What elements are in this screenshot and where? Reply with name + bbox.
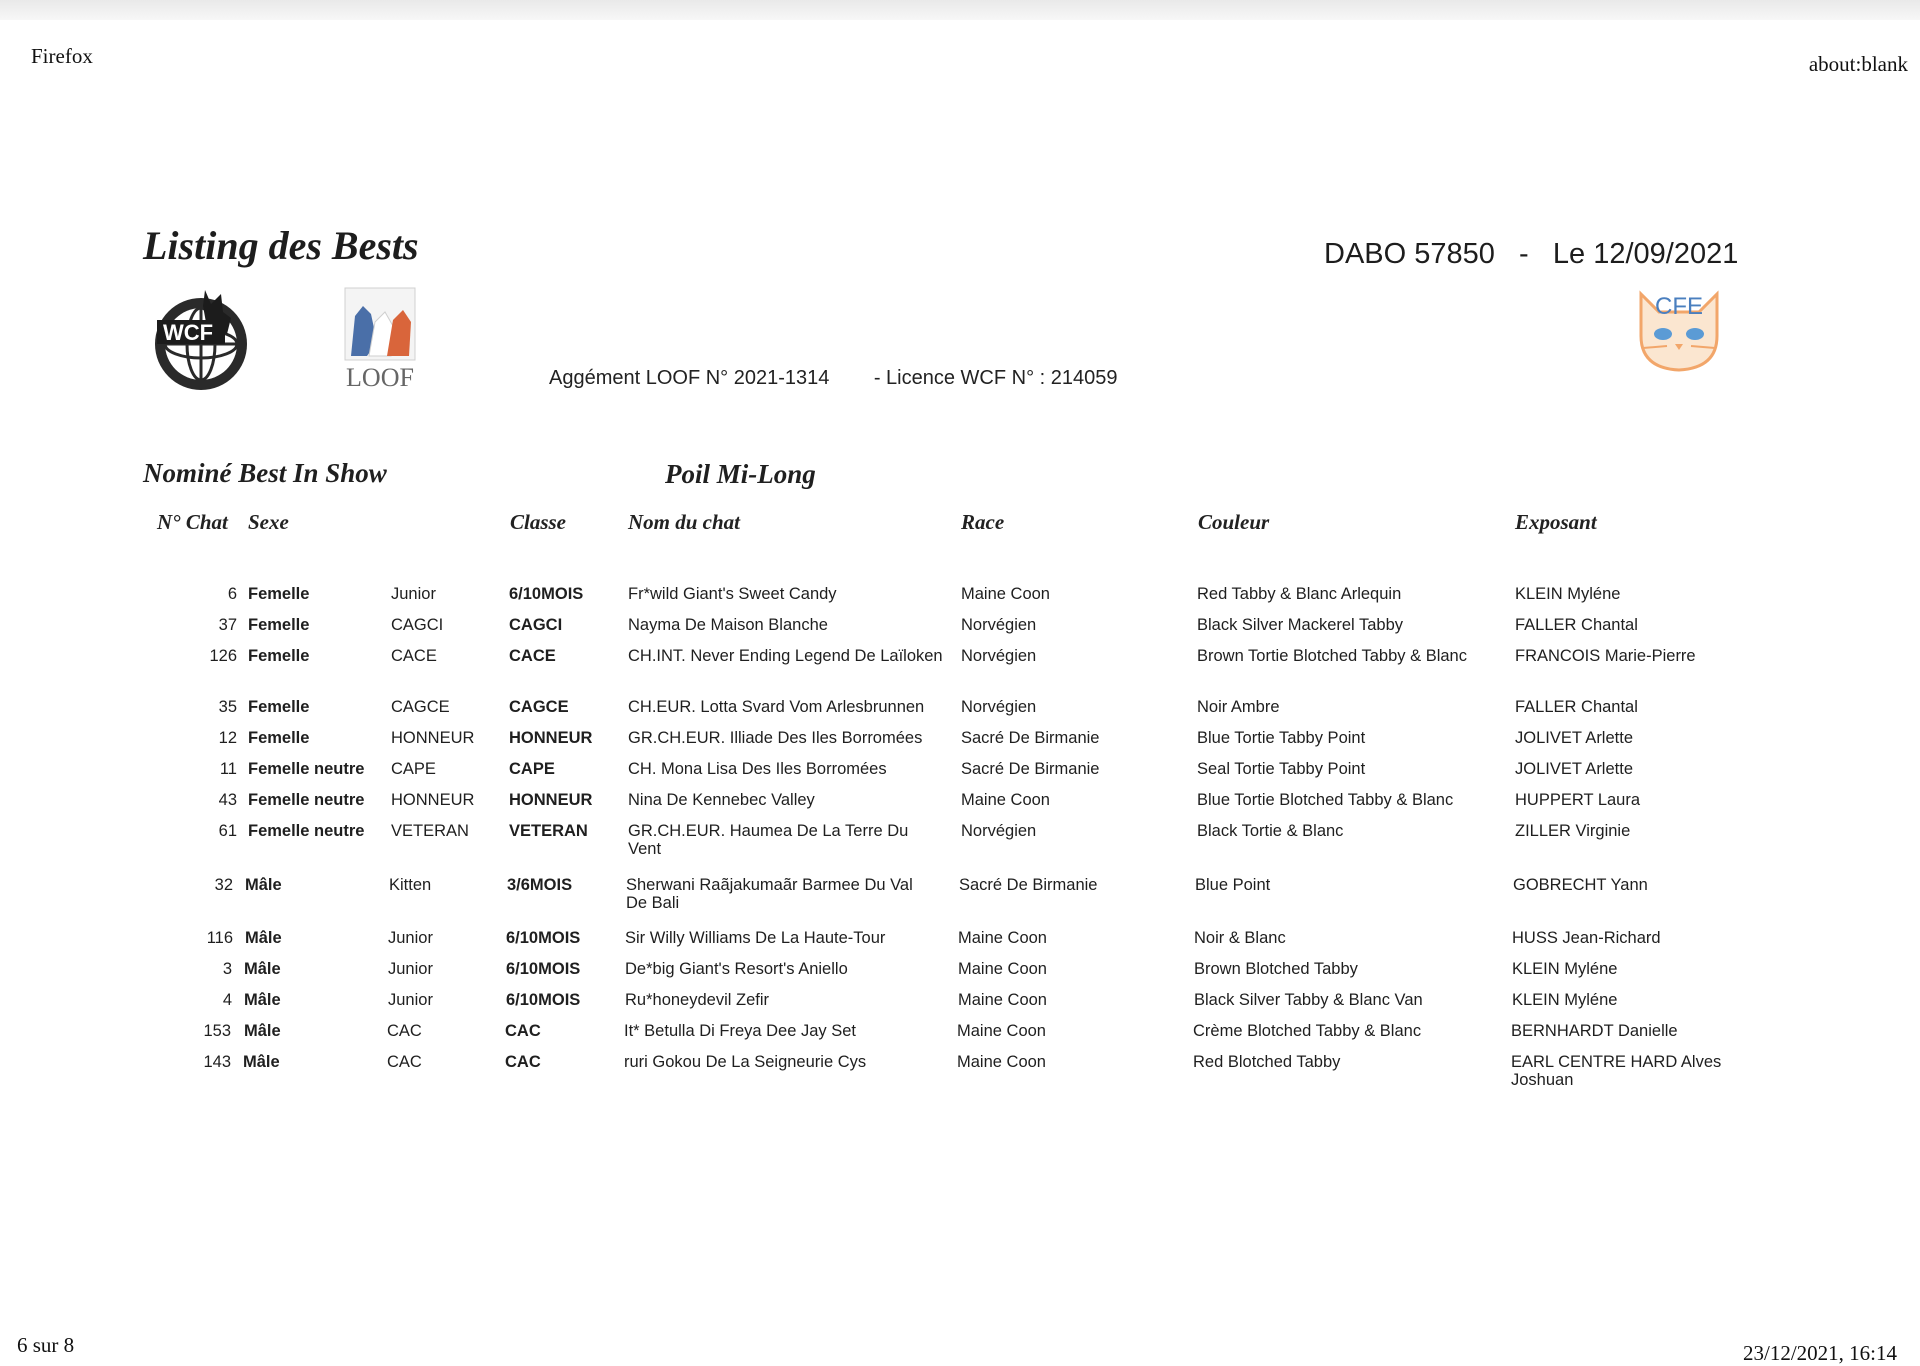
print-header-url: about:blank	[1808, 52, 1908, 76]
table-row	[0, 698, 1920, 728]
section-nomine-best-in-show: Nominé Best In Show	[143, 458, 387, 488]
loof-logo-text: LOOF	[346, 363, 414, 392]
table-row	[0, 960, 1920, 990]
table-row	[0, 647, 1920, 677]
column-header-classe: Classe	[510, 510, 567, 534]
column-header-couleur: Couleur	[1198, 510, 1270, 534]
cell-num: 32	[214, 876, 233, 894]
cell-num: 4	[222, 991, 232, 1009]
cell-sexe: Femelle neutre	[248, 791, 365, 809]
print-header-app-name: Firefox	[31, 44, 93, 68]
cell-sexe: Mâle	[244, 960, 281, 978]
cell-sexe: Femelle	[248, 585, 310, 603]
cell-nom: GR.CH.EUR. Illiade Des Iles Borromées	[628, 729, 923, 747]
cell-num: 12	[218, 729, 237, 747]
cell-nom: CH.EUR. Lotta Svard Vom Arlesbrunnen	[628, 698, 925, 716]
cell-exposant: KLEIN Myléne	[1512, 960, 1618, 978]
cell-nom: CH.INT. Never Ending Legend De Laïloken	[628, 647, 943, 665]
document-title: Listing des Bests	[143, 223, 419, 268]
cell-classe-label: CAPE	[391, 760, 436, 778]
cell-exposant: HUSS Jean-Richard	[1512, 929, 1661, 947]
table-row	[0, 822, 1920, 862]
cell-sexe: Femelle neutre	[248, 822, 365, 840]
cell-sexe: Femelle	[248, 647, 310, 665]
cell-nom: ruri Gokou De La Seigneurie Cys	[624, 1053, 867, 1071]
cell-nom: It* Betulla Di Freya Dee Jay Set	[624, 1022, 857, 1040]
loof-logo	[341, 286, 419, 394]
cell-classe: CAPE	[509, 760, 555, 778]
cell-num: 153	[203, 1022, 231, 1040]
cell-classe: 6/10MOIS	[509, 585, 584, 603]
cell-couleur: Brown Tortie Blotched Tabby & Blanc	[1197, 647, 1467, 665]
cell-couleur: Brown Blotched Tabby	[1194, 960, 1358, 978]
cell-classe: HONNEUR	[509, 791, 593, 809]
cell-classe-label: CAC	[387, 1053, 422, 1071]
cell-classe-label: Junior	[388, 960, 433, 978]
cell-race: Sacré De Birmanie	[961, 729, 1100, 747]
table-row	[0, 585, 1920, 615]
cell-race: Maine Coon	[961, 585, 1050, 603]
cell-sexe: Mâle	[245, 876, 282, 894]
wcf-logo	[145, 284, 257, 396]
cell-classe: CAC	[505, 1053, 541, 1071]
cell-num: 3	[222, 960, 232, 978]
cell-classe-label: Junior	[391, 585, 436, 603]
cell-couleur: Noir & Blanc	[1194, 929, 1286, 947]
cell-exposant: FALLER Chantal	[1515, 698, 1638, 716]
cell-race: Maine Coon	[958, 960, 1047, 978]
cell-classe-label: HONNEUR	[391, 729, 475, 747]
cell-num: 116	[206, 929, 233, 947]
cell-num: 35	[218, 698, 237, 716]
cell-exposant: JOLIVET Arlette	[1515, 760, 1633, 778]
cell-couleur: Red Blotched Tabby	[1193, 1053, 1341, 1071]
cell-nom: Sherwani Raãjakumaãr Barmee Du Val De Bali	[626, 876, 913, 912]
cell-couleur: Blue Tortie Tabby Point	[1197, 729, 1366, 747]
cell-classe-label: VETERAN	[391, 822, 469, 840]
section-poil-mi-long: Poil Mi-Long	[665, 459, 816, 489]
cell-nom: De*big Giant's Resort's Aniello	[625, 960, 848, 978]
column-header-num-chat: N° Chat	[157, 510, 228, 534]
cell-exposant: HUPPERT Laura	[1515, 791, 1641, 809]
cell-sexe: Femelle	[248, 616, 310, 634]
cell-nom: Sir Willy Williams De La Haute-Tour	[625, 929, 886, 947]
cell-exposant: FRANCOIS Marie-Pierre	[1515, 647, 1696, 665]
cell-race: Maine Coon	[961, 791, 1050, 809]
cell-classe: CAGCE	[509, 698, 569, 716]
table-row	[0, 876, 1920, 916]
cell-exposant: ZILLER Virginie	[1515, 822, 1631, 840]
cell-race: Maine Coon	[958, 991, 1047, 1009]
wcf-logo-text: WCF	[163, 320, 214, 345]
cell-sexe: Mâle	[245, 929, 282, 947]
cell-classe-label: Junior	[388, 991, 433, 1009]
cell-sexe: Femelle	[248, 729, 310, 747]
cell-classe: CAGCI	[509, 616, 563, 634]
cell-exposant: GOBRECHT Yann	[1513, 876, 1648, 894]
cell-exposant: BERNHARDT Danielle	[1511, 1022, 1678, 1040]
cell-nom: Fr*wild Giant's Sweet Candy	[628, 585, 837, 603]
cell-nom: Nina De Kennebec Valley	[628, 791, 815, 809]
cell-sexe: Mâle	[244, 991, 281, 1009]
table-row	[0, 616, 1920, 646]
column-header-sexe: Sexe	[248, 510, 289, 534]
cell-classe: 6/10MOIS	[506, 929, 581, 947]
cell-classe: 6/10MOIS	[506, 991, 581, 1009]
cell-exposant: FALLER Chantal	[1515, 616, 1638, 634]
cell-classe-label: CACE	[391, 647, 437, 665]
table-row	[0, 1022, 1920, 1052]
cell-num: 43	[218, 791, 237, 809]
cell-num: 6	[227, 585, 237, 603]
cell-race: Maine Coon	[957, 1022, 1046, 1040]
cell-classe-label: CAC	[387, 1022, 422, 1040]
table-row	[0, 1053, 1920, 1093]
cell-sexe: Femelle	[248, 698, 310, 716]
cell-classe: VETERAN	[509, 822, 588, 840]
cell-classe: CAC	[505, 1022, 541, 1040]
cell-num: 143	[203, 1053, 231, 1071]
cell-couleur: Black Silver Tabby & Blanc Van	[1194, 991, 1423, 1009]
cell-classe: 3/6MOIS	[507, 876, 573, 894]
cell-race: Sacré De Birmanie	[961, 760, 1100, 778]
cell-classe-label: CAGCE	[391, 698, 450, 716]
column-header-exposant: Exposant	[1515, 510, 1597, 534]
cell-classe: HONNEUR	[509, 729, 593, 747]
cell-race: Norvégien	[961, 698, 1037, 716]
cell-race: Norvégien	[961, 616, 1037, 634]
cell-race: Maine Coon	[957, 1053, 1046, 1071]
cell-race: Maine Coon	[958, 929, 1047, 947]
cell-couleur: Noir Ambre	[1197, 698, 1280, 716]
cell-race: Norvégien	[961, 647, 1037, 665]
cell-couleur: Blue Tortie Blotched Tabby & Blanc	[1197, 791, 1454, 809]
cell-num: 11	[219, 760, 237, 778]
cell-exposant: EARL CENTRE HARD Alves Joshuan	[1511, 1053, 1722, 1089]
cell-num: 126	[209, 647, 237, 665]
cell-nom: Ru*honeydevil Zefir	[625, 991, 769, 1009]
cell-nom: CH. Mona Lisa Des Iles Borromées	[628, 760, 887, 778]
cell-exposant: KLEIN Myléne	[1515, 585, 1621, 603]
cell-classe-label: Junior	[388, 929, 433, 947]
cell-nom: GR.CH.EUR. Haumea De La Terre Du Vent	[628, 822, 909, 858]
window-top-edge	[0, 0, 1920, 20]
cfe-logo-text: CFE	[1655, 293, 1703, 320]
table-row	[0, 729, 1920, 759]
cell-couleur: Red Tabby & Blanc Arlequin	[1197, 585, 1402, 603]
table-row	[0, 791, 1920, 821]
cell-exposant: JOLIVET Arlette	[1515, 729, 1633, 747]
cell-classe-label: CAGCI	[391, 616, 444, 634]
cell-classe-label: HONNEUR	[391, 791, 475, 809]
table-row	[0, 991, 1920, 1021]
cell-couleur: Seal Tortie Tabby Point	[1197, 760, 1366, 778]
agrement-licence-line: Aggément LOOF N° 2021-1314 - Licence WCF N° : 214059	[549, 367, 1118, 389]
cell-race: Norvégien	[961, 822, 1037, 840]
page-counter: 6 sur 8	[17, 1333, 75, 1357]
cell-num: 61	[218, 822, 237, 840]
table-row	[0, 929, 1920, 959]
cfe-logo	[1633, 284, 1725, 376]
column-header-race: Race	[961, 510, 1005, 534]
column-header-nom-du-chat: Nom du chat	[628, 510, 741, 534]
cell-race: Sacré De Birmanie	[959, 876, 1098, 894]
cell-classe: CACE	[509, 647, 556, 665]
cell-sexe: Femelle neutre	[248, 760, 365, 778]
cell-classe: 6/10MOIS	[506, 960, 581, 978]
cell-sexe: Mâle	[244, 1022, 281, 1040]
cell-couleur: Black Silver Mackerel Tabby	[1197, 616, 1404, 634]
cell-nom: Nayma De Maison Blanche	[628, 616, 828, 634]
cell-couleur: Black Tortie & Blanc	[1197, 822, 1344, 840]
cell-couleur: Crème Blotched Tabby & Blanc	[1193, 1022, 1422, 1040]
cell-num: 37	[218, 616, 237, 634]
table-row	[0, 760, 1920, 790]
cell-couleur: Blue Point	[1195, 876, 1271, 894]
print-timestamp: 23/12/2021, 16:14	[1742, 1341, 1897, 1365]
event-location-date: DABO 57850 - Le 12/09/2021	[1324, 238, 1739, 270]
cell-exposant: KLEIN Myléne	[1512, 991, 1618, 1009]
cell-classe-label: Kitten	[389, 876, 432, 894]
cell-sexe: Mâle	[243, 1053, 280, 1071]
